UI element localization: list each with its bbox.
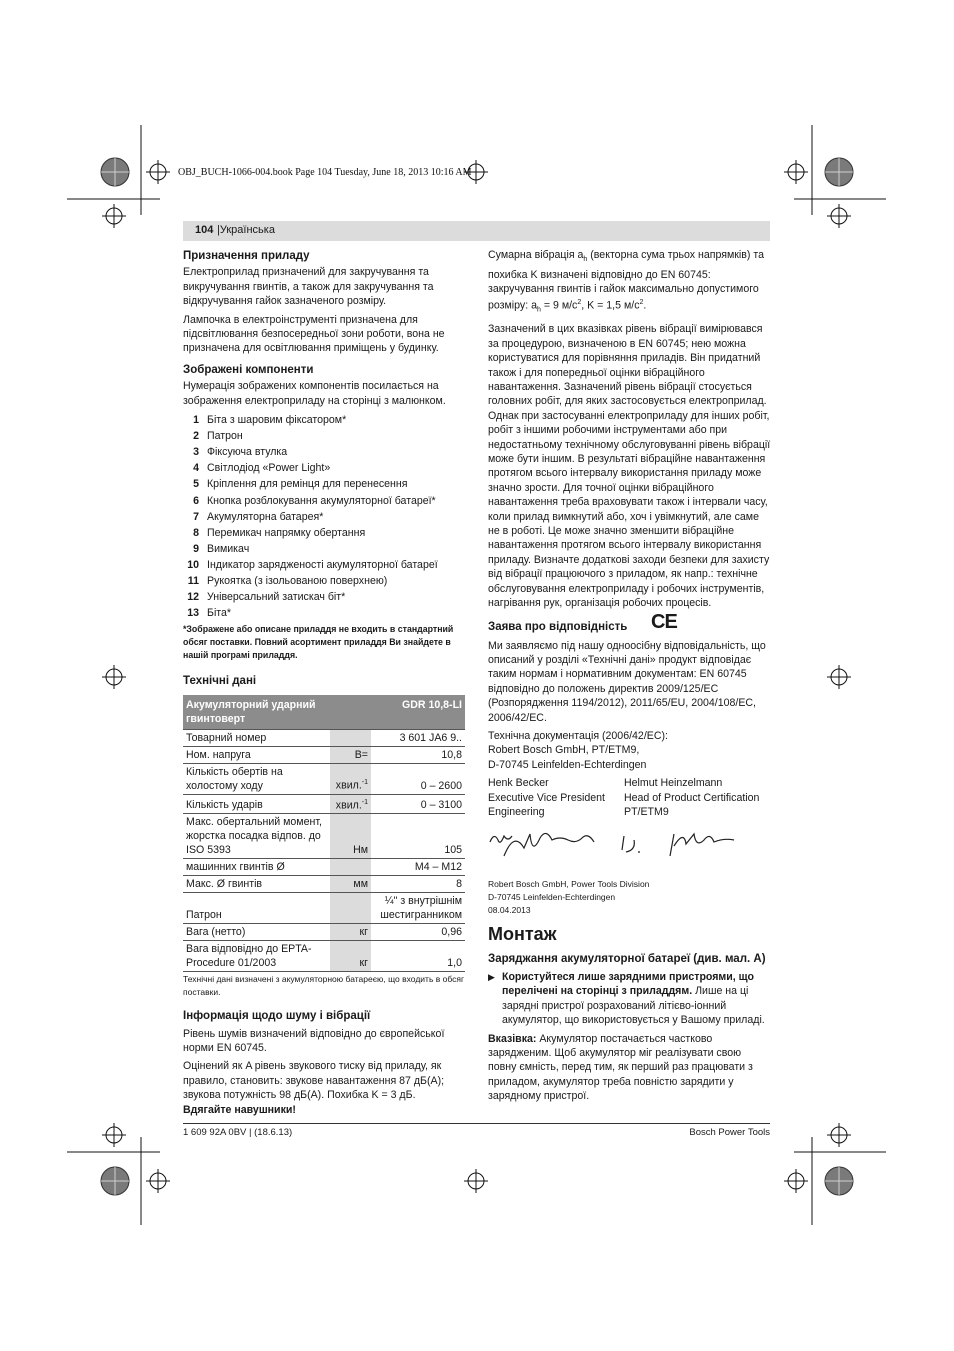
spec-label: машинних гвинтів Ø bbox=[183, 859, 330, 876]
tech-heading: Технічні дані bbox=[183, 675, 257, 688]
bullet-triangle-icon: ▶ bbox=[488, 971, 495, 982]
signatory1-name: Henk Becker bbox=[488, 777, 549, 790]
list-item-label: Перемикач напрямку обертання bbox=[207, 526, 366, 539]
table-row bbox=[183, 941, 465, 972]
spec-label: Вага відповідно до EPTA-Procedure 01/2003 bbox=[183, 941, 330, 972]
list-item-number: 9 bbox=[193, 542, 199, 555]
vibration-total: Сумарна вібрація $a_h$ (векторна сума трьох напрямків) та похибка K визначені відповідно до EN 60745: закручування гвинтів і гайок максимально допустимого розміру: $a_h = 9$ $м/с^2$, K = 1,5 $м/с^2$. bbox=[488, 249, 765, 314]
noise-text: Рівень шумів визначений відповідно до європейської норми EN 60745. bbox=[183, 1027, 445, 1055]
footer-rule bbox=[183, 1123, 770, 1124]
signatory2-role2: PT/ETM9 bbox=[624, 805, 669, 818]
charger-bullet: ▶ Користуйтеся лише зарядними пристроями, що перелічені на сторінці з приладдям. Лише на ці зарядні пристрої розрахований літієво-іонний акумулятор, що використовується у Вашому приладі. bbox=[488, 970, 765, 1027]
declaration-heading-row bbox=[488, 610, 771, 637]
tech-note: Технічні дані визначені з акумуляторною батареєю, що входить в обсяг поставки. bbox=[183, 974, 465, 998]
spec-unit: хвил.$^{-1}$ bbox=[330, 763, 371, 794]
spec-label: Макс. обертальний момент, жорстка посадка відпов. до ISO 5393 bbox=[183, 814, 330, 859]
list-item bbox=[183, 541, 466, 557]
list-item-label: Фіксуюча втулка bbox=[207, 446, 288, 459]
list-item bbox=[183, 493, 466, 509]
declaration-date: 08.04.2013 bbox=[488, 905, 531, 916]
declaration-heading: Заява про відповідність bbox=[488, 620, 628, 633]
signatory2-name: Helmut Heinzelmann bbox=[624, 777, 723, 790]
noise-values: Оцінений як A рівень звукового тиску від приладу, як правило, становить: звукове навантаження 87 дБ(A); звукова потужність 98 дБ(A). Похибка K = 3 дБ. bbox=[183, 1060, 445, 1102]
list-item-label: Акумуляторна батарея* bbox=[207, 510, 324, 523]
list-item bbox=[183, 589, 466, 605]
list-item-number: 2 bbox=[193, 430, 199, 443]
list-item-number: 10 bbox=[187, 558, 199, 571]
list-item-number: 7 bbox=[193, 510, 199, 523]
lamp-text: Лампочка в електроінструменті призначена для підсвітлювання безпосередньої зони роботи, вона не призначена для освітлювання приміщень у будинку. bbox=[183, 313, 445, 355]
spec-label: Кількість ударів bbox=[183, 794, 330, 814]
list-item bbox=[183, 573, 466, 589]
list-item-label: Патрон bbox=[207, 430, 243, 443]
right-column bbox=[488, 248, 771, 1108]
table-row bbox=[183, 924, 465, 941]
signatory2-role1: Head of Product Certification bbox=[624, 791, 760, 804]
list-item bbox=[183, 605, 466, 621]
vibration-explanation: Зазначений в цих вказівках рівень вібрації вимірювався за процедурою, визначеною в EN 60745; нею можна користуватися для порівняння приладів. Він придатний також і для попередньої оцінки вібраційного навантаження. Зазначений рівень вібрації стосується головних робіт, для яких застосовується електроприлад. Однак при застосуванні електроприладу для інших робіт, робіт з іншими робочими інструментами або при недостатньому технічному обслуговуванні рівень вібрації може бути іншим. В результаті вібраційне навантаження протягом всього інтервалу використання приладу може значно зрости. Для точної оцінки вібраційного навантаження треба враховувати також і інтервали часу, коли прилад вимкнутий або, хоч і увімкнутий, але саме не в роботі. Це може значно зменшити вібраційне навантаження протягом всього інтервалу використання приладу. Визначте додаткові заходи безпеки для захисту від вібрації працюючого з приладом, як напр.: технічне обслуговування електроприладу і робочих інструментів, нагрівання рук, організація робочих процесів. bbox=[488, 323, 771, 610]
list-item-label: Кріплення для ремінця для перенесення bbox=[207, 478, 408, 491]
list-item bbox=[183, 412, 466, 428]
list-item bbox=[183, 476, 466, 492]
table-row bbox=[183, 746, 465, 763]
table-row bbox=[183, 814, 465, 859]
table-row bbox=[183, 893, 465, 924]
signatures bbox=[488, 822, 771, 872]
spec-unit: Нм bbox=[330, 814, 371, 859]
declaration-text: Ми заявляємо під нашу одноосібну відповідальність, що описаний у розділі «Технічні дані» продукт відповідає таким нормам і нормативним документам: EN 60745 відповідно до положень директив 2009/125/EC (Розпорядження 1194/2012), 2011/65/EU, 2004/108/EC, 2006/42/EC. bbox=[488, 639, 766, 724]
purpose-heading: Призначення приладу bbox=[183, 250, 310, 262]
footer-doc-id: 1 609 92A 0BV | (18.6.13) bbox=[183, 1127, 293, 1138]
book-info-line: OBJ_BUCH-1066-004.book Page 104 Tuesday, June 18, 2013 10:16 AM bbox=[178, 167, 472, 178]
tech-doc-company: Robert Bosch GmbH, PT/ETM9, bbox=[488, 744, 640, 757]
spec-unit: хвил.$^{-1}$ bbox=[330, 794, 371, 814]
signatory1-role2: Engineering bbox=[488, 805, 545, 818]
list-item-label: Кнопка розблокування акумуляторної батареї* bbox=[207, 494, 436, 507]
list-item bbox=[183, 557, 466, 573]
list-item bbox=[183, 428, 466, 444]
list-item-label: Біта з шаровим фіксатором* bbox=[207, 414, 347, 427]
spec-value: 8 bbox=[371, 876, 465, 893]
spec-value: 10,8 bbox=[371, 746, 465, 763]
spec-label: Патрон bbox=[183, 893, 330, 924]
spec-label: Кількість обертів на холостому ходу bbox=[183, 763, 330, 794]
tech-doc-address: D-70745 Leinfelden-Echterdingen bbox=[488, 758, 647, 771]
list-item-label: Універсальний затискач біт* bbox=[207, 591, 346, 604]
tech-doc-line: Технічна документація (2006/42/EC): bbox=[488, 729, 668, 742]
spec-value: 0 – 3100 bbox=[371, 794, 465, 814]
table-row bbox=[183, 794, 465, 814]
spec-value: 1,0 bbox=[371, 941, 465, 972]
signatory1-role1: Executive Vice President bbox=[488, 791, 605, 804]
table-row bbox=[183, 859, 465, 876]
spec-value: 0 – 2600 bbox=[371, 763, 465, 794]
ear-protection: Вдягайте навушники! bbox=[183, 1103, 296, 1116]
tech-data-table bbox=[183, 695, 465, 973]
tech-table-header bbox=[183, 695, 465, 730]
list-item-number: 1 bbox=[193, 414, 199, 427]
list-item-number: 6 bbox=[193, 494, 199, 507]
company-address1: Robert Bosch GmbH, Power Tools Division bbox=[488, 879, 650, 890]
charging-heading: Заряджання акумуляторної батареї (див. мал. A) bbox=[488, 952, 766, 965]
spec-unit bbox=[330, 859, 371, 876]
list-item-number: 11 bbox=[187, 575, 199, 587]
spec-unit bbox=[330, 893, 371, 924]
list-item-number: 13 bbox=[187, 607, 199, 620]
spec-label: Ном. напруга bbox=[183, 746, 330, 763]
list-item-label: Вимикач bbox=[207, 542, 250, 555]
spec-unit: В= bbox=[330, 746, 371, 763]
list-item-number: 8 bbox=[193, 526, 199, 539]
tech-table-model: GDR 10,8-LI bbox=[371, 695, 465, 730]
list-item-label: Біта* bbox=[207, 607, 232, 620]
components-intro: Нумерація зображених компонентів посилається на зображення електроприладу на сторінці з малюнком. bbox=[183, 380, 446, 407]
handwritten-signatures bbox=[488, 822, 771, 872]
spec-unit bbox=[330, 729, 371, 746]
components-list bbox=[183, 412, 466, 621]
left-column bbox=[183, 249, 466, 1121]
list-item bbox=[183, 509, 466, 525]
spec-value: M4 – M12 bbox=[371, 859, 465, 876]
list-item-number: 5 bbox=[193, 478, 199, 491]
ce-mark-icon: CE bbox=[651, 610, 677, 633]
spec-label: Товарний номер bbox=[183, 729, 330, 746]
language-label: |Українська bbox=[217, 224, 275, 236]
signatories bbox=[488, 776, 771, 822]
purpose-text: Електроприлад призначений для закручування та викручування гвинтів, а також для закручування та відкручування гайок зазначеного розміру. bbox=[183, 266, 434, 308]
spec-unit: мм bbox=[330, 876, 371, 893]
spec-value: ¼" з внутрішнім шестигранником bbox=[371, 893, 465, 924]
tech-table-product: Акумуляторний ударний гвинтоверт bbox=[183, 695, 371, 730]
spec-unit: кг bbox=[330, 941, 371, 972]
list-item bbox=[183, 460, 466, 476]
list-item-number: 12 bbox=[187, 591, 199, 604]
list-item bbox=[183, 525, 466, 541]
spec-value: 105 bbox=[371, 814, 465, 859]
company-address2: D-70745 Leinfelden-Echterdingen bbox=[488, 892, 616, 903]
accessories-note: *Зображене або описане приладдя не входить в стандартний обсяг поставки. Повний асортимент приладдя Ви знайдете в нашій програмі приладдя. bbox=[183, 624, 454, 661]
spec-label: Вага (нетто) bbox=[183, 924, 330, 941]
page-header-bar bbox=[183, 221, 770, 241]
list-item-number: 4 bbox=[193, 462, 199, 475]
list-item bbox=[183, 444, 466, 460]
spec-value: 0,96 bbox=[371, 924, 465, 941]
mounting-heading: Монтаж bbox=[488, 924, 557, 945]
list-item-label: Рукоятка (з ізольованою поверхнею) bbox=[207, 575, 388, 587]
page-number: 104 bbox=[195, 224, 214, 236]
spec-unit: кг bbox=[330, 924, 371, 941]
list-item-number: 3 bbox=[193, 446, 199, 459]
list-item-label: Світлодіод «Power Light» bbox=[207, 462, 331, 475]
charging-note: Вказівка: Акумулятор постачається частково зарядженим. Щоб акумулятор міг реалізувати свою повну ємність, перед тим, як перший раз працювати з приладом, акумулятор треба повністю зарядити у зарядному пристрої. bbox=[488, 1032, 753, 1103]
noise-heading: Інформація щодо шуму і вібрації bbox=[183, 1010, 371, 1023]
list-item-label: Індикатор зарядженості акумуляторної батареї bbox=[207, 558, 438, 571]
table-row bbox=[183, 729, 465, 746]
components-heading: Зображені компоненти bbox=[183, 363, 314, 376]
table-row bbox=[183, 763, 465, 794]
spec-label: Макс. Ø гвинтів bbox=[183, 876, 330, 893]
table-row bbox=[183, 876, 465, 893]
footer-brand: Bosch Power Tools bbox=[689, 1127, 770, 1138]
spec-value: 3 601 JA6 9.. bbox=[371, 729, 465, 746]
